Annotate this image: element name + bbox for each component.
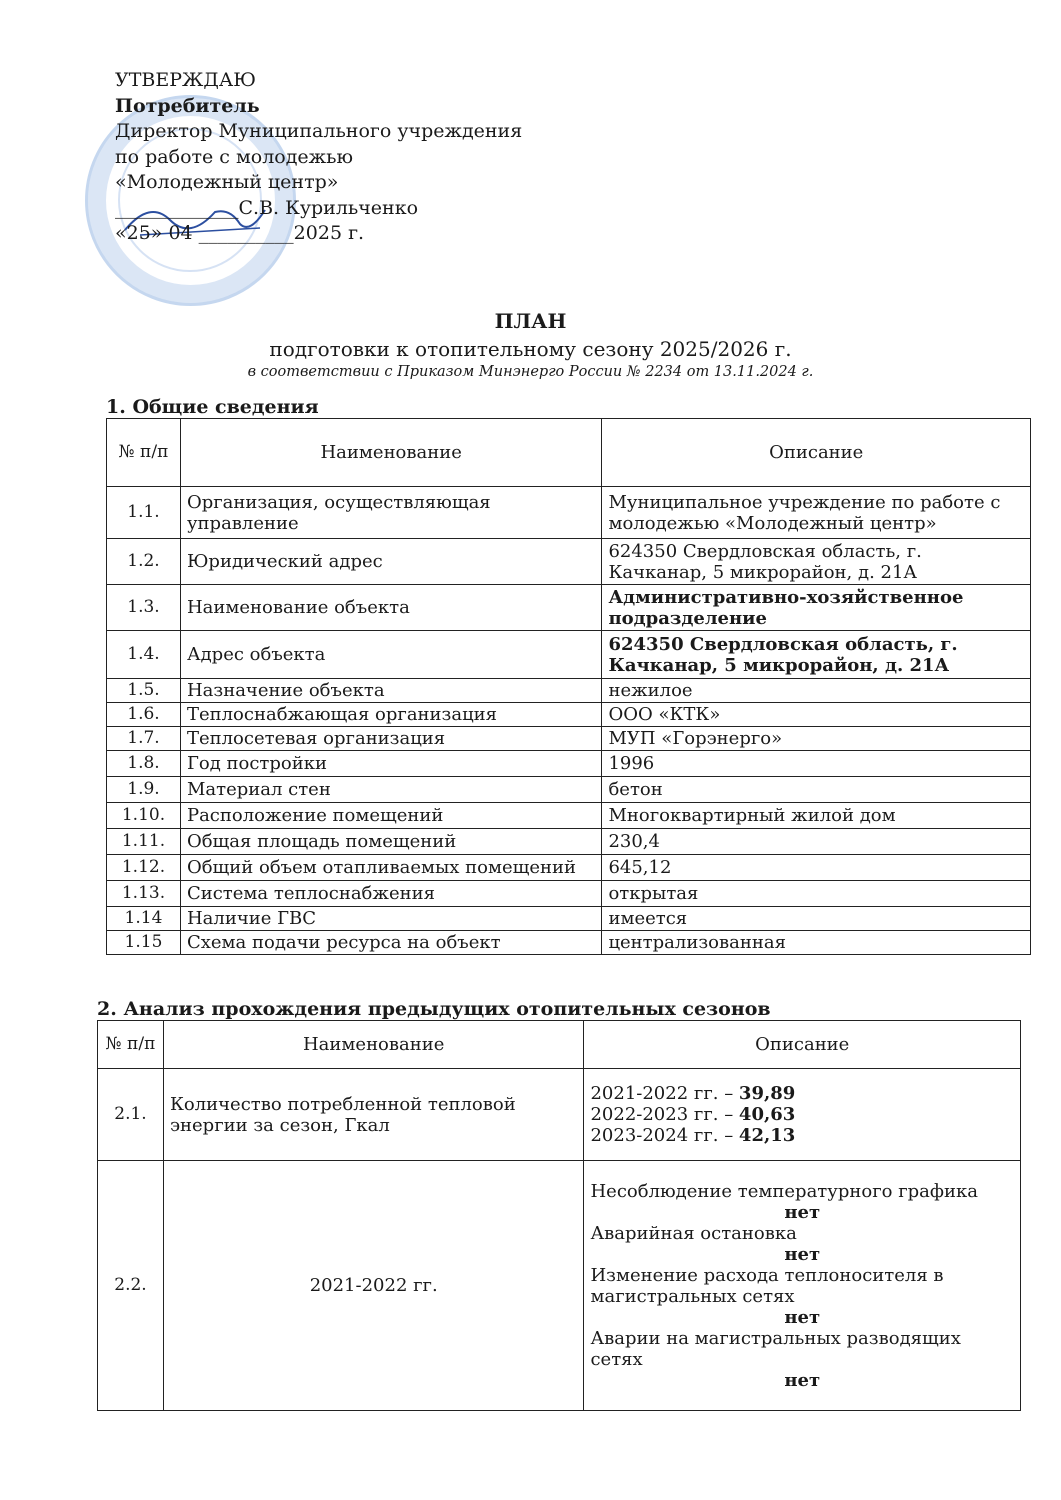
cell-num: 1.9. <box>107 777 181 803</box>
cell-name: Материал стен <box>180 777 602 803</box>
cell-desc: Муниципальное учреждение по работе с молодежью «Молодежный центр» <box>602 487 1031 539</box>
plan-note: в соответствии с Приказом Минэнерго России № 2234 от 13.11.2024 г. <box>247 364 814 380</box>
table-row: 2.1. Количество потребленной тепловой энергии за сезон, Гкал 2021-2022 гг. – 39,89 2022-2023 гг. – 40,63 2023-2024 гг. – 42,13 <box>98 1069 1021 1161</box>
cell-name: Адрес объекта <box>180 631 602 679</box>
plan-subtitle: подготовки к отопительному сезону 2025/2026 г. <box>269 337 792 361</box>
cell-name: Теплоснабжающая организация <box>180 703 602 727</box>
cell-desc: Многоквартирный жилой дом <box>602 803 1031 829</box>
table-row <box>107 829 1031 855</box>
table-row <box>107 585 1031 631</box>
table-row: 2.2. 2021-2022 гг. Несоблюдение температурного графика нет Аварийная остановка нет Изменение расхода теплоносителя в магистральных сетях нет Аварии на магистральных разводящих сетях нет <box>98 1161 1021 1411</box>
cell-name: Расположение помещений <box>180 803 602 829</box>
approval-position: Директор Муниципального учреждения <box>115 120 523 142</box>
table-row <box>107 777 1031 803</box>
table-row <box>107 803 1031 829</box>
plan-title: ПЛАН <box>494 309 567 333</box>
cell-desc: ООО «КТК» <box>602 703 1031 727</box>
cell-name: Наименование объекта <box>180 585 602 631</box>
cell-num: 1.15 <box>107 931 181 955</box>
cell-num: 1.7. <box>107 727 181 751</box>
cell-desc: 1996 <box>602 751 1031 777</box>
table-row <box>107 727 1031 751</box>
cell-name: Система теплоснабжения <box>180 881 602 907</box>
table-row <box>107 631 1031 679</box>
cell-desc: 624350 Свердловская область, г. Качканар, 5 микрорайон, д. 21А <box>602 539 1031 585</box>
cell-name: Общий объем отапливаемых помещений <box>180 855 602 881</box>
section-2-heading: 2. Анализ прохождения предыдущих отопительных сезонов <box>97 998 771 1020</box>
approval-org: «Молодежный центр» <box>115 171 339 193</box>
cell-name: Схема подачи ресурса на объект <box>180 931 602 955</box>
cell-name: Назначение объекта <box>180 679 602 703</box>
cell-num: 1.1. <box>107 487 181 539</box>
cell-num: 1.8. <box>107 751 181 777</box>
cell-desc: Административно-хозяйственное подразделение <box>602 585 1031 631</box>
cell-name: Год постройки <box>180 751 602 777</box>
cell-name: Наличие ГВС <box>180 907 602 931</box>
cell-desc: бетон <box>602 777 1031 803</box>
cell-num: 1.13. <box>107 881 181 907</box>
table-row <box>107 679 1031 703</box>
cell-num: 1.2. <box>107 539 181 585</box>
previous-seasons-table <box>97 1020 1021 1411</box>
cell-desc: нежилое <box>602 679 1031 703</box>
cell-desc: 230,4 <box>602 829 1031 855</box>
table-row <box>107 931 1031 955</box>
approval-date: «25» 04 __________2025 г. <box>115 222 365 244</box>
cell-name: Общая площадь помещений <box>180 829 602 855</box>
cell-num: 1.11. <box>107 829 181 855</box>
cell-num: 1.3. <box>107 585 181 631</box>
col-num-header: № п/п <box>107 419 181 487</box>
table-row <box>107 881 1031 907</box>
table-row <box>107 703 1031 727</box>
table-row <box>107 855 1031 881</box>
cell-name: Юридический адрес <box>180 539 602 585</box>
cell-num: 1.10. <box>107 803 181 829</box>
col-name-header: Наименование <box>180 419 602 487</box>
table-header <box>98 1021 1021 1069</box>
cell-desc: МУП «Горэнерго» <box>602 727 1031 751</box>
cell-name: Теплосетевая организация <box>180 727 602 751</box>
general-info-table <box>106 418 1031 955</box>
table-row <box>107 487 1031 539</box>
table-row <box>107 751 1031 777</box>
table-row <box>107 907 1031 931</box>
approval-role: Потребитель <box>115 94 260 117</box>
cell-desc: открытая <box>602 881 1031 907</box>
approval-block <box>115 68 522 247</box>
cell-name: Организация, осуществляющая управление <box>180 487 602 539</box>
col-desc-header: Описание <box>602 419 1031 487</box>
cell-num: 1.14 <box>107 907 181 931</box>
cell-num: 1.12. <box>107 855 181 881</box>
approval-word: УТВЕРЖДАЮ <box>115 69 256 91</box>
cell-num: 1.6. <box>107 703 181 727</box>
cell-desc: централизованная <box>602 931 1031 955</box>
section-1-heading: 1. Общие сведения <box>106 396 319 418</box>
cell-desc: имеется <box>602 907 1031 931</box>
col-num-header: № п/п <box>98 1021 164 1069</box>
cell-desc: 624350 Свердловская область, г. Качканар, 5 микрорайон, д. 21А <box>602 631 1031 679</box>
cell-desc: 645,12 <box>602 855 1031 881</box>
approval-position-2: по работе с молодежью <box>115 145 354 168</box>
cell-num: 1.5. <box>107 679 181 703</box>
col-name-header: Наименование <box>163 1021 584 1069</box>
table-header <box>107 419 1031 487</box>
cell-num: 1.4. <box>107 631 181 679</box>
col-desc-header: Описание <box>584 1021 1021 1069</box>
approval-signer: _____________С.В. Курильченко <box>115 196 419 219</box>
table-row <box>107 539 1031 585</box>
